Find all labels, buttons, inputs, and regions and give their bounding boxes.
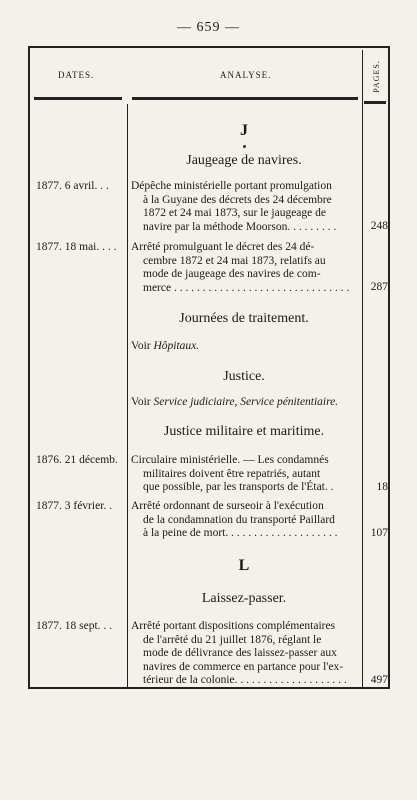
section-title-jaugeage: Jaugeage de navires. — [186, 153, 302, 168]
letter-heading-j: J — [240, 122, 248, 139]
entry-analysis — [131, 241, 359, 295]
entry-date: 1876. 21 décemb. — [36, 454, 118, 466]
voir-reference: Hôpitaux. — [153, 340, 200, 352]
letter-heading-l: L — [238, 557, 250, 574]
entry-date: 1877. 3 février. . — [36, 500, 113, 512]
page-number: — 659 — — [177, 20, 240, 35]
entry-date: 1877. 6 avril. . . — [36, 180, 109, 192]
header-analyse: ANALYSE. — [220, 70, 272, 80]
entry-line: de la condamnation du transporté Paillard — [143, 513, 335, 526]
column-divider-pages — [362, 50, 363, 689]
entry-analysis — [131, 500, 359, 541]
entry-line: à la peine de mort. . . . . . . . . . . . . . . . . . . . — [143, 527, 338, 539]
entry-analysis — [131, 180, 359, 234]
entry-line: Dépêche ministérielle portant promulgation — [131, 180, 332, 192]
entry-page: 248 — [370, 220, 388, 232]
entry-line: que possible, par les transports de l'État. . — [143, 481, 334, 493]
entry-line: 1872 et 24 mai 1873, sur le jaugeage de — [143, 207, 326, 219]
entry-line: Arrêté portant dispositions complémentaires — [131, 620, 336, 632]
header-dates: DATES. — [58, 70, 95, 80]
entry-analysis — [131, 620, 359, 688]
header-pages-label: PAGES. — [371, 59, 381, 93]
entry-date: 1877. 18 sept. . . — [36, 620, 113, 632]
section-title-journees: Journées de traitement. — [179, 311, 309, 326]
section-title-justice: Justice. — [223, 369, 265, 384]
entry-page: 18 — [376, 481, 388, 493]
voir-prefix: Voir — [131, 396, 151, 408]
entry-line: militaires doivent être repatriés, autant — [143, 467, 321, 480]
header-rule-dates — [34, 97, 122, 100]
entry-line: Arrêté promulguant le décret des 24 dé- — [131, 241, 315, 253]
entry-line: à la Guyane des décrets des 24 décembre — [143, 193, 332, 206]
entry-line: navire par la méthode Moorson. . . . . . . . . — [143, 220, 337, 233]
entry-page: 107 — [370, 527, 388, 539]
header-rule-pages — [364, 101, 386, 104]
header-rule-analyse — [132, 97, 358, 100]
section-title-justice-militaire: Justice militaire et maritime. — [163, 424, 325, 439]
voir-reference: Service judiciaire, Service pénitentiaire. — [153, 396, 339, 408]
entry-line: Arrêté ordonnant de surseoir à l'exécution — [131, 500, 324, 512]
entry-page: 287 — [370, 281, 388, 293]
voir-justice — [131, 396, 338, 408]
entry-line: mode de jaugeage des navires de com- — [143, 268, 321, 280]
entry-line: de l'arrêté du 21 juillet 1876, réglant le — [143, 633, 322, 646]
entry-line: Circulaire ministérielle. — Les condamnés — [131, 454, 329, 466]
entry-line: merce . . . . . . . . . . . . . . . . . . . . . . . . . . . . . . . — [143, 281, 350, 294]
entry-analysis — [131, 454, 359, 495]
entry-date: 1877. 18 mai. . . . — [36, 241, 117, 253]
entry-line: navires de commerce en partance pour l'ex- — [143, 660, 344, 673]
voir-journees — [131, 340, 199, 352]
entry-page: 497 — [370, 674, 388, 686]
entry-line: térieur de la colonie. . . . . . . . . . . . . . . . . . . . — [143, 674, 347, 686]
ornament-dot — [243, 145, 246, 148]
entry-line: cembre 1872 et 24 mai 1873, relatifs au — [143, 254, 326, 267]
header-pages — [368, 54, 384, 98]
section-title-laissez-passer: Laissez-passer. — [201, 591, 287, 606]
entry-line: mode de délivrance des laissez-passer aux — [143, 647, 337, 659]
voir-prefix: Voir — [131, 340, 151, 352]
